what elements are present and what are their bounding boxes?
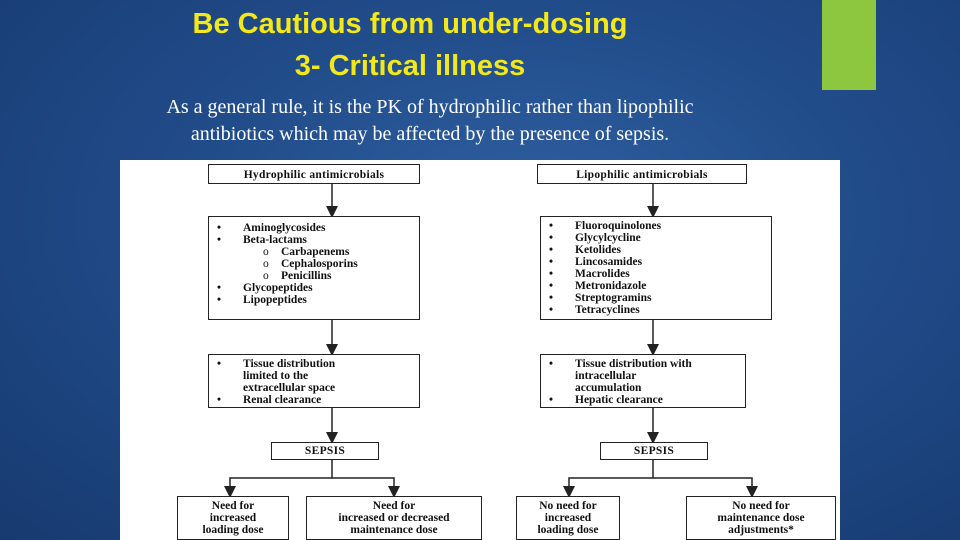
- list-item-continued: limited to the: [243, 370, 309, 382]
- lipophilic-outcome-loading: [516, 496, 620, 540]
- description-line-1: As a general rule, it is the PK of hydrophilic rather than lipophilic: [166, 96, 694, 118]
- list-item: o Penicillins: [217, 270, 419, 282]
- outcome-line: No need for: [539, 500, 597, 512]
- list-item: • Hepatic clearance: [549, 394, 745, 406]
- list-item: • Lincosamides: [549, 256, 771, 268]
- outcome-line: loading dose: [537, 524, 599, 536]
- list-item: • Glycopeptides: [217, 282, 419, 294]
- list-item: o Carbapenems: [217, 246, 419, 258]
- list-item: o Cephalosporins: [217, 258, 419, 270]
- lipophilic-outcome-maintenance: [686, 496, 836, 540]
- hydrophilic-drug-list: [208, 216, 420, 320]
- lipophilic-drug-list: [540, 216, 772, 320]
- outcome-line: Need for: [211, 500, 255, 512]
- list-item: • Glycylcycline: [549, 232, 771, 244]
- list-item: • Renal clearance: [217, 394, 419, 406]
- hydrophilic-header: Hydrophilic antimicrobials: [208, 164, 420, 184]
- outcome-line: maintenance dose: [350, 524, 438, 536]
- accent-bar: [822, 0, 876, 90]
- outcome-line: Need for: [372, 500, 416, 512]
- outcome-line: maintenance dose: [717, 512, 805, 524]
- antimicrobial-flowchart: [120, 160, 840, 540]
- hydrophilic-outcome-loading: [177, 496, 289, 540]
- list-item-continued: intracellular: [575, 370, 637, 382]
- list-item: • Tissue distribution: [217, 358, 419, 370]
- hydrophilic-properties: [208, 354, 420, 408]
- description-line-2: antibiotics which may be affected by the presence of sepsis.: [190, 123, 670, 145]
- outcome-line: increased or decreased: [338, 512, 450, 524]
- outcome-line: No need for: [732, 500, 790, 512]
- hydrophilic-outcome-maintenance: [306, 496, 482, 540]
- list-item: • Macrolides: [549, 268, 771, 280]
- list-item-continued: extracellular space: [243, 382, 336, 394]
- list-item: • Tissue distribution with: [549, 358, 745, 370]
- outcome-line: increased: [209, 512, 257, 524]
- list-item: • Aminoglycosides: [217, 222, 419, 234]
- outcome-line: adjustments*: [728, 524, 794, 536]
- outcome-line: loading dose: [202, 524, 264, 536]
- list-item: • Tetracyclines: [549, 304, 771, 316]
- list-item: • Ketolides: [549, 244, 771, 256]
- hydrophilic-sepsis-box: SEPSIS: [271, 442, 379, 460]
- list-item: • Lipopeptides: [217, 294, 419, 306]
- slide-description: [90, 94, 770, 148]
- lipophilic-header: Lipophilic antimicrobials: [537, 164, 747, 184]
- list-item-continued: accumulation: [575, 382, 642, 394]
- list-item: • Metronidazole: [549, 280, 771, 292]
- outcome-line: increased: [544, 512, 592, 524]
- list-item: • Beta-lactams: [217, 234, 419, 246]
- list-item: • Fluoroquinolones: [549, 220, 771, 232]
- slide-title: Be Cautious from under-dosing: [192, 8, 628, 40]
- slide-subtitle-heading: 3- Critical illness: [294, 50, 526, 82]
- lipophilic-properties: [540, 354, 746, 408]
- list-item: • Streptogramins: [549, 292, 771, 304]
- lipophilic-sepsis-box: SEPSIS: [600, 442, 708, 460]
